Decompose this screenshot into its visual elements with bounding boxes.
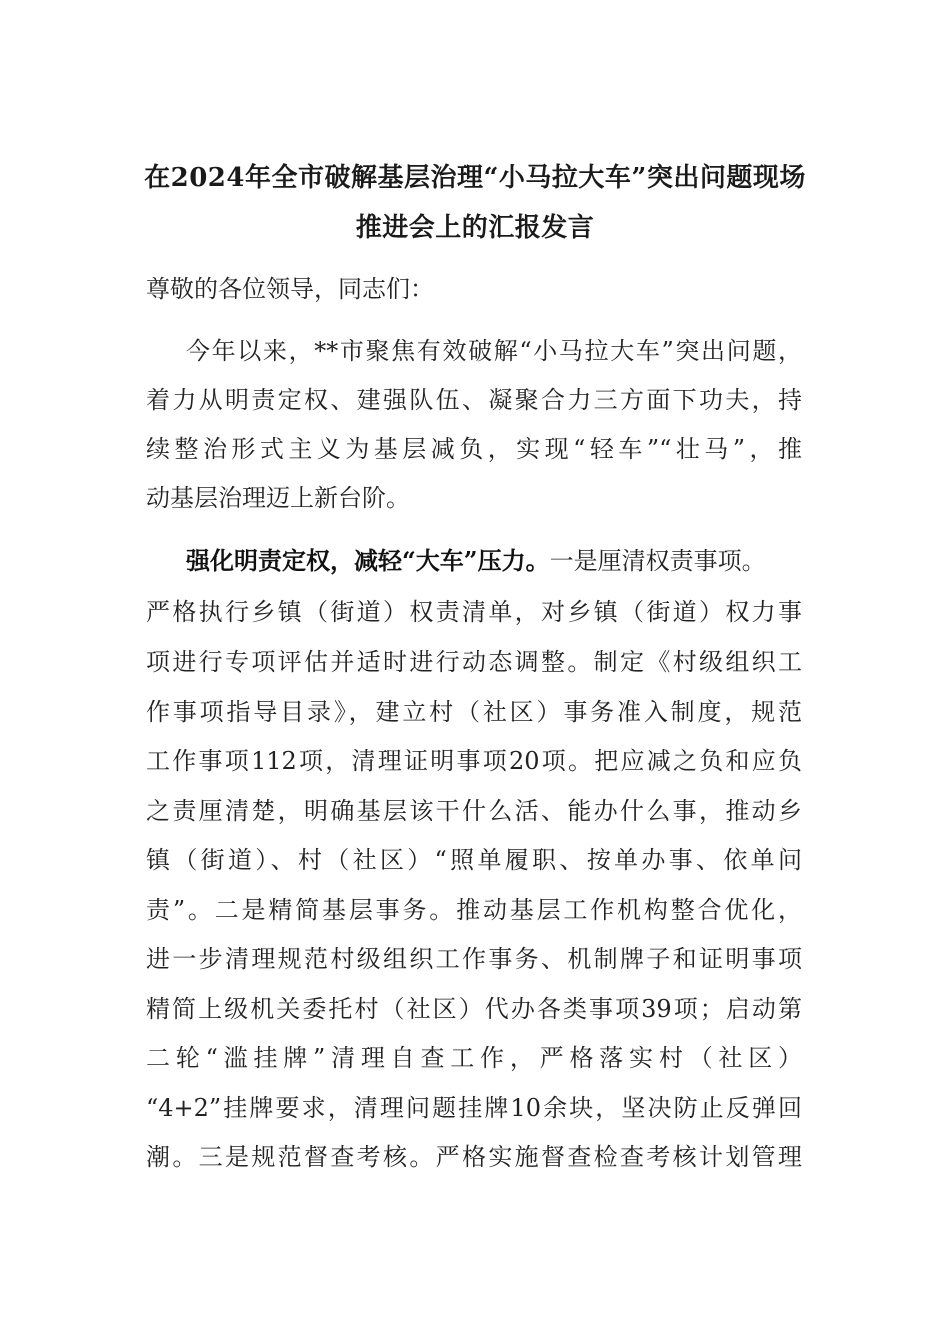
paragraph-1-line-4: 动基层治理迈上新台阶。 xyxy=(146,484,410,512)
paragraph-1-line-3: 续整治形式主义为基层减负，实现“轻车”“壮马”，推 xyxy=(146,435,802,463)
paragraph-2-line-11: 二轮“滥挂牌”清理自查工作，严格落实村（社区） xyxy=(146,1044,802,1072)
paragraph-2-line-12: “4+2”挂牌要求，清理问题挂牌10余块，坚决防止反弹回 xyxy=(146,1094,802,1122)
paragraph-2-line-13: 潮。三是规范督查考核。严格实施督查检查考核计划管理 xyxy=(146,1143,802,1171)
section-heading: 强化明责定权，减轻“大车”压力。 xyxy=(186,546,550,575)
paragraph-2-line-6: 之责厘清楚，明确基层该干什么活、能办什么事，推动乡 xyxy=(146,797,802,825)
paragraph-1-line-1: 今年以来，**市聚焦有效破解“小马拉大车”突出问题， xyxy=(186,337,802,365)
paragraph-2-line-3: 项进行专项评估并适时进行动态调整。制定《村级组织工 xyxy=(146,648,802,676)
paragraph-2-line-8: 责”。二是精简基层事务。推动基层工作机构整合优化， xyxy=(146,896,802,924)
paragraph-2-line-10: 精简上级机关委托村（社区）代办各类事项39项；启动第 xyxy=(146,995,802,1023)
paragraph-2-line-1 xyxy=(186,546,766,576)
paragraph-2-first-text: 一是厘清权责事项。 xyxy=(549,547,766,575)
paragraph-2-line-9: 进一步清理规范村级组织工作事务、机制牌子和证明事项 xyxy=(146,945,802,973)
paragraph-1-line-2: 着力从明责定权、建强队伍、凝聚合力三方面下功夫，持 xyxy=(146,386,802,414)
document-title-line-1: 在2024年全市破解基层治理“小马拉大车”突出问题现场 xyxy=(144,163,806,193)
paragraph-2-line-2: 严格执行乡镇（街道）权责清单，对乡镇（街道）权力事 xyxy=(146,598,802,626)
document-title-line-2: 推进会上的汇报发言 xyxy=(355,213,595,243)
salutation: 尊敬的各位领导，同志们： xyxy=(146,275,434,303)
paragraph-2-line-4: 作事项指导目录》，建立村（社区）事务准入制度，规范 xyxy=(146,698,802,726)
paragraph-2-line-7: 镇（街道）、村（社区）“照单履职、按单办事、依单问 xyxy=(146,846,802,874)
paragraph-2-line-5: 工作事项112项，清理证明事项20项。把应减之负和应负 xyxy=(146,747,802,775)
